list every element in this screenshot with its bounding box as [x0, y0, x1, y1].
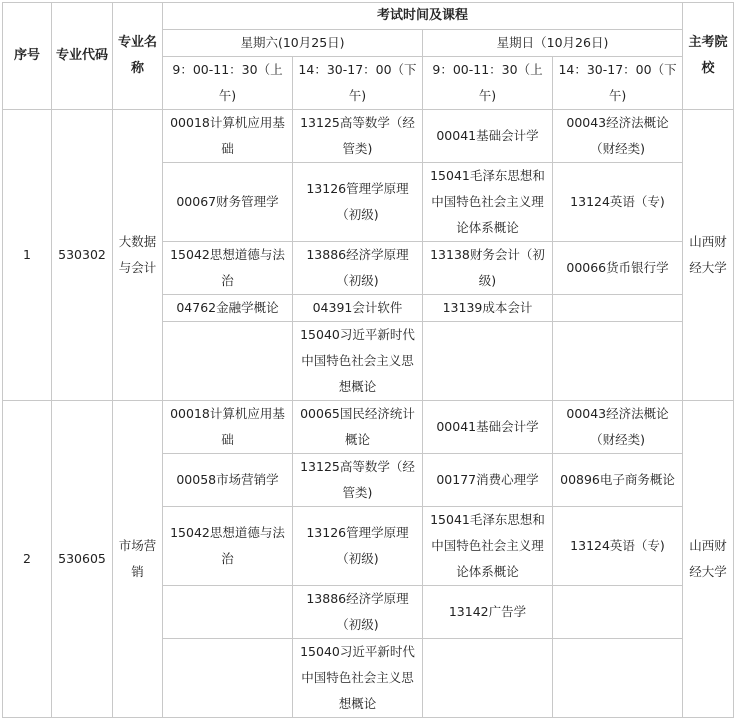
course-cell	[163, 639, 293, 718]
major-seq: 1	[3, 110, 52, 401]
course-cell: 13126管理学原理（初级)	[293, 163, 423, 242]
course-cell	[553, 322, 683, 401]
header-seq: 序号	[3, 3, 52, 110]
course-cell: 13886经济学原理（初级)	[293, 242, 423, 295]
header-saturday: 星期六(10月25日)	[163, 30, 423, 57]
course-cell	[423, 639, 553, 718]
course-cell: 13126管理学原理（初级)	[293, 507, 423, 586]
course-cell	[553, 295, 683, 322]
course-cell: 00896电子商务概论	[553, 454, 683, 507]
course-cell	[163, 586, 293, 639]
course-cell: 15042思想道德与法治	[163, 507, 293, 586]
course-cell: 13138财务会计（初级)	[423, 242, 553, 295]
course-cell: 00066货币银行学	[553, 242, 683, 295]
major-seq: 2	[3, 401, 52, 718]
course-cell: 13124英语（专)	[553, 163, 683, 242]
course-cell: 15042思想道德与法治	[163, 242, 293, 295]
major-name: 大数据与会计	[113, 110, 163, 401]
header-code: 专业代码	[52, 3, 113, 110]
course-cell	[553, 586, 683, 639]
header-sun-pm: 14：30-17：00（下午)	[553, 57, 683, 110]
course-cell: 15040习近平新时代中国特色社会主义思想概论	[293, 322, 423, 401]
course-cell: 00018计算机应用基础	[163, 401, 293, 454]
course-cell: 04391会计软件	[293, 295, 423, 322]
header-sunday: 星期日（10月26日)	[423, 30, 683, 57]
course-cell: 13124英语（专)	[553, 507, 683, 586]
course-cell: 00067财务管理学	[163, 163, 293, 242]
header-sun-am: 9：00-11：30（上午)	[423, 57, 553, 110]
major-host: 山西财经大学	[683, 110, 734, 401]
course-cell: 13886经济学原理（初级)	[293, 586, 423, 639]
header-name: 专业名称	[113, 3, 163, 110]
course-cell: 15041毛泽东思想和中国特色社会主义理论体系概论	[423, 507, 553, 586]
course-cell	[553, 639, 683, 718]
course-cell: 13125高等数学（经管类)	[293, 454, 423, 507]
course-cell	[423, 322, 553, 401]
course-cell: 04762金融学概论	[163, 295, 293, 322]
course-cell: 00018计算机应用基础	[163, 110, 293, 163]
course-cell: 00043经济法概论（财经类)	[553, 110, 683, 163]
course-cell: 00058市场营销学	[163, 454, 293, 507]
major-name: 市场营销	[113, 401, 163, 718]
course-cell: 00177消费心理学	[423, 454, 553, 507]
course-cell: 15041毛泽东思想和中国特色社会主义理论体系概论	[423, 163, 553, 242]
major-host: 山西财经大学	[683, 401, 734, 718]
exam-schedule-table	[2, 2, 734, 718]
header-sat-pm: 14：30-17：00（下午)	[293, 57, 423, 110]
course-cell	[163, 322, 293, 401]
course-cell: 00043经济法概论（财经类)	[553, 401, 683, 454]
major-code: 530302	[52, 110, 113, 401]
header-host: 主考院校	[683, 3, 734, 110]
course-cell: 13142广告学	[423, 586, 553, 639]
major-code: 530605	[52, 401, 113, 718]
course-cell: 00065国民经济统计概论	[293, 401, 423, 454]
course-cell: 13139成本会计	[423, 295, 553, 322]
course-cell: 00041基础会计学	[423, 401, 553, 454]
header-sat-am: 9：00-11：30（上午)	[163, 57, 293, 110]
header-exam-time: 考试时间及课程	[163, 3, 683, 30]
course-cell: 15040习近平新时代中国特色社会主义思想概论	[293, 639, 423, 718]
course-cell: 13125高等数学（经管类)	[293, 110, 423, 163]
course-cell: 00041基础会计学	[423, 110, 553, 163]
